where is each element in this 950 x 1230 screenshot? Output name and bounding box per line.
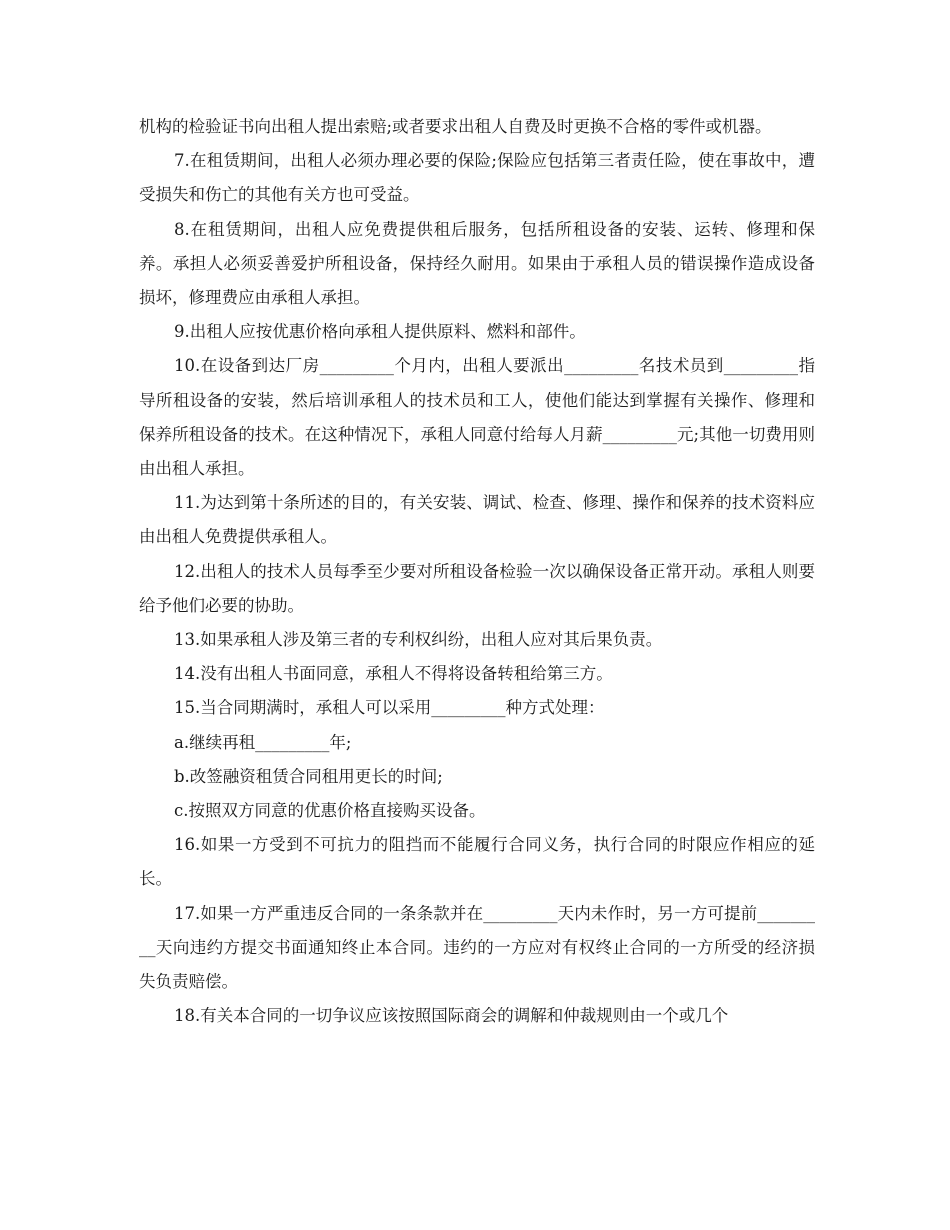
clause-18: 18.有关本合同的一切争议应该按照国际商会的调解和仲裁规则由一个或几个 bbox=[174, 1006, 729, 1026]
clause-14: 14.没有出租人书面同意，承租人不得将设备转租给第三方。 bbox=[174, 664, 613, 684]
clause-9: 9.出租人应按优惠价格向承租人提供原料、燃料和部件。 bbox=[174, 322, 586, 342]
paragraph-continuation: 机构的检验证书向出租人提出索赔;或者要求出租人自费及时更换不合格的零件或机器。 bbox=[139, 117, 772, 136]
clause-7: 7.在租赁期间，出租人必须办理必要的保险;保险应包括第三者责任险，使在事故中，遭受损失和伤亡的其他有关方也可受益。 bbox=[139, 151, 815, 205]
clause-11: 11.为达到第十条所述的目的，有关安装、调试、检查、修理、操作和保养的技术资料应由出租人免费提供承租人。 bbox=[139, 493, 815, 547]
clause-16: 16.如果一方受到不可抗力的阻挡而不能履行合同义务，执行合同的时限应作相应的延长。 bbox=[139, 835, 815, 889]
clause-15-option-c: c.按照双方同意的优惠价格直接购买设备。 bbox=[174, 801, 486, 821]
clause-17: 17.如果一方严重违反合同的一条条款并在_________天内未作时，另一方可提前_________天向违约方提交书面通知终止本合同。违约的一方应对有权终止合同的一方所受的经济损失负责赔偿。 bbox=[139, 903, 815, 992]
clause-13: 13.如果承租人涉及第三者的专利权纠纷，出租人应对其后果负责。 bbox=[174, 630, 663, 650]
clause-10: 10.在设备到达厂房_________个月内，出租人要派出_________名技术员到_________指导所租设备的安装，然后培训承租人的技术员和工人，使他们能达到掌握有关操作、修理和保养所租设备的技术。在这种情况下，承租人同意付给每人月薪_________元;其他一切费用则由出租人承担。 bbox=[139, 356, 815, 479]
clause-15-option-b: b.改签融资租赁合同租用更长的时间; bbox=[174, 766, 443, 786]
document-body bbox=[139, 110, 815, 1033]
clause-8: 8.在租赁期间，出租人应免费提供租后服务，包括所租设备的安装、运转、修理和保养。承担人必须妥善爱护所租设备，保持经久耐用。如果由于承租人员的错误操作造成设备损坏，修理费应由承租人承担。 bbox=[139, 219, 815, 308]
clause-15: 15.当合同期满时，承租人可以采用_________种方式处理： bbox=[174, 698, 605, 718]
clause-15-option-a: a.继续再租_________年; bbox=[174, 732, 352, 752]
clause-12: 12.出租人的技术人员每季至少要对所租设备检验一次以确保设备正常开动。承租人则要给予他们必要的协助。 bbox=[139, 561, 815, 615]
